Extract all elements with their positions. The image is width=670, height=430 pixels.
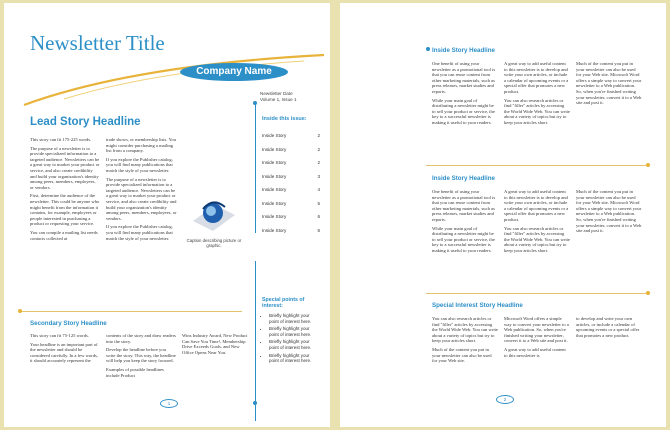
toc-item[interactable]: Inside Story 2 — [262, 146, 320, 152]
sidebar-accent-dot — [253, 401, 257, 405]
paragraph: You can compile a mailing list needs contacts collected at — [30, 229, 98, 241]
toc-divider-line — [255, 103, 256, 233]
paragraph: While your main goal of distributing a newsletter might be to sell your product or service, the key to a successful newsletter is making it useful to your readers. — [432, 225, 495, 253]
section-rule — [426, 293, 648, 294]
paragraph: Much of the content you put in your newsletter can also be used for your Web site. Microsoft Word offers a simple way to convert your newsletter to a Web publication. So, when you're finished writing your newsletter, convert it to a Web site and post it. — [576, 189, 642, 234]
story3-column-1 — [432, 316, 498, 367]
page-number: 2 — [496, 395, 514, 404]
paragraph: One benefit of using your newsletter as a promotional tool is that you can reuse content from other marketing materials, such as press releases, market studies and reports. — [432, 189, 496, 222]
toc-item[interactable]: Inside Story 5 — [262, 200, 320, 206]
secondary-story-column-2 — [106, 333, 176, 381]
section-accent-dot — [646, 291, 650, 295]
story3-column-3 — [576, 316, 642, 341]
paragraph: Microsoft Word offers a simple way to convert your newsletter to a Web publication. So, when you're finished writing your newsletter, convert it to a Web site and post it. — [504, 316, 569, 344]
paragraph: The purpose of a newsletter is to provide specialized information to a targeted audience. Newsletters can be a great way to market your product or service, and also create credibility and build your organization's identity among peers, members, employees, or vendors. — [30, 145, 100, 190]
bullet-item: • Briefly highlight your point of interest here. — [269, 339, 318, 350]
bullet-item: • Briefly highlight your point of interest here. — [269, 353, 318, 364]
special-points-heading: Special points of interest: — [262, 297, 305, 309]
section-accent-dot — [18, 309, 22, 313]
special-interest-story-headline: Special Interest Story Headline — [432, 302, 523, 309]
toc-item[interactable]: Inside Story 4 — [262, 187, 320, 192]
inside-story-headline-2: Inside Story Headline — [432, 175, 495, 182]
lead-story-column-1 — [30, 137, 100, 244]
toc-item[interactable]: Inside Story 6 — [262, 227, 320, 233]
table-of-contents — [262, 129, 320, 237]
story1-column-3 — [576, 61, 642, 109]
newsletter-date — [260, 91, 297, 102]
paragraph: Much of the content you put in your newsletter can also be used for your Web site. — [432, 346, 492, 364]
story2-column-2 — [504, 189, 570, 257]
paragraph: Your headline is an important part of the newsletter and should be considered carefully. In a few words, it should accurately represent the — [30, 341, 98, 364]
volume-line: Volume 1, Issue 1 — [260, 96, 297, 102]
page-number: 1 — [160, 399, 178, 408]
story2-column-1 — [432, 189, 498, 257]
section-rule — [20, 311, 242, 312]
story1-column-1 — [432, 61, 498, 129]
lead-story-headline: Lead Story Headline — [30, 116, 141, 128]
bullet-item: • Briefly highlight your point of interest here. — [269, 313, 318, 324]
paragraph: to develop and write your own articles, or include a calendar of upcoming events or a special offer that promotes a new product. — [576, 316, 640, 338]
paragraph: A great way to add useful content to this newsletter is to develop and write your own articles, or include a calendar of upcoming events or a special offer that promotes a new product. — [504, 61, 569, 94]
paragraph: If you explore the Publisher catalog, you will find many publications that match the style of your newsletter. — [106, 156, 173, 173]
paragraph: You can also research articles or find "filler" articles by accessing the World Wide Web. You can write about a variety of topics but try to keep your articles short. — [504, 97, 570, 125]
inside-story-headline-1: Inside Story Headline — [432, 47, 495, 54]
story3-column-2 — [504, 316, 570, 361]
picture-caption: Caption describing picture or graphic. — [186, 238, 242, 248]
paragraph: Much of the content you put in your newsletter can also be used for your Web site. Microsoft Word offers a simple way to convert your newsletter to a Web publication. So, when you're finished writing your newsletter, convert it to a Web site and post it. — [576, 61, 642, 106]
paragraph: Wins Industry Award, New Product Can Save You Time!, Membership Drive Exceeds Goals, and New Office Opens Near You. — [182, 333, 248, 355]
paragraph: You can also research articles or find "filler" articles by accessing the World Wide Web. You can write about a variety of topics but try to keep your articles short. — [504, 225, 570, 253]
sidebar-divider-line — [255, 261, 256, 421]
paragraph: While your main goal of distributing a newsletter might be to sell your product or service, the key to a successful newsletter is making it useful to your readers. — [432, 97, 495, 125]
newsletter-page-2 — [340, 3, 666, 427]
story1-accent-dot — [426, 47, 430, 51]
paragraph: Examples of possible headlines include Product — [106, 366, 164, 378]
toc-item[interactable]: Inside Story 6 — [262, 214, 320, 219]
paragraph: First, determine the audience of the newsletter. This could be anyone who might benefit from the information it contains, for example, employees or people interested in purchasing a product or requesting your service. — [30, 193, 100, 227]
paragraph: A great way to add useful content to this newsletter is — [504, 346, 566, 358]
secondary-story-headline: Secondary Story Headline — [30, 320, 107, 327]
date-line: Newsletter Date — [260, 91, 293, 96]
bullet-item: • Briefly highlight your point of interest here. — [269, 326, 318, 337]
secondary-story-column-3 — [182, 333, 248, 358]
toc-heading: Inside this issue: — [262, 116, 307, 122]
paragraph: contents of the story and draw readers into the story. — [106, 333, 176, 344]
story-picture-graphic — [189, 191, 239, 235]
paragraph: This story can fit 175-225 words. — [30, 137, 92, 142]
toc-item[interactable]: Inside Story 2 — [262, 160, 320, 165]
toc-item[interactable]: Inside Story 2 — [262, 133, 320, 138]
paragraph: One benefit of using your newsletter as a promotional tool is that you can reuse content from other marketing materials, such as press releases, market studies and reports. — [432, 61, 496, 94]
story1-column-2 — [504, 61, 570, 129]
paragraph: You can also research articles or find "filler" articles by accessing the World Wide Web. You can write about a variety of topics but try to keep your articles short. — [432, 316, 498, 344]
story2-column-3 — [576, 189, 642, 237]
paragraph: A great way to add useful content to this newsletter is to develop and write your own articles, or include a calendar of upcoming events or a special offer that promotes a new product. — [504, 189, 569, 222]
paragraph: If you explore the Publisher catalog, you will find many publications that match the style of your newsletter. — [106, 224, 173, 241]
newsletter-title: Newsletter Title — [30, 31, 165, 55]
newsletter-page-1 — [4, 3, 330, 427]
toc-accent-dot — [253, 101, 257, 105]
section-rule — [426, 165, 648, 166]
paragraph: The purpose of a newsletter is to provide specialized information to a targeted audience. Newsletters can be a great way to market your product or service, and also create credibility and build your organization's identity among peers, members, employees, or vendors. — [106, 176, 177, 221]
paragraph: This story can fit 75-125 words. — [30, 333, 89, 338]
section-accent-dot — [646, 163, 650, 167]
company-name-banner: Company Name — [180, 63, 288, 81]
lead-story-column-2 — [106, 137, 178, 244]
toc-item[interactable]: Inside Story 3 — [262, 173, 320, 179]
secondary-story-column-1 — [30, 333, 100, 367]
paragraph: Develop the headline before you write the story. This way, the headline will help you keep the story focused. — [106, 347, 176, 364]
special-points-list — [262, 313, 318, 366]
paragraph: trade shows, or membership lists. You might consider purchasing a mailing list from a company. — [106, 137, 176, 154]
